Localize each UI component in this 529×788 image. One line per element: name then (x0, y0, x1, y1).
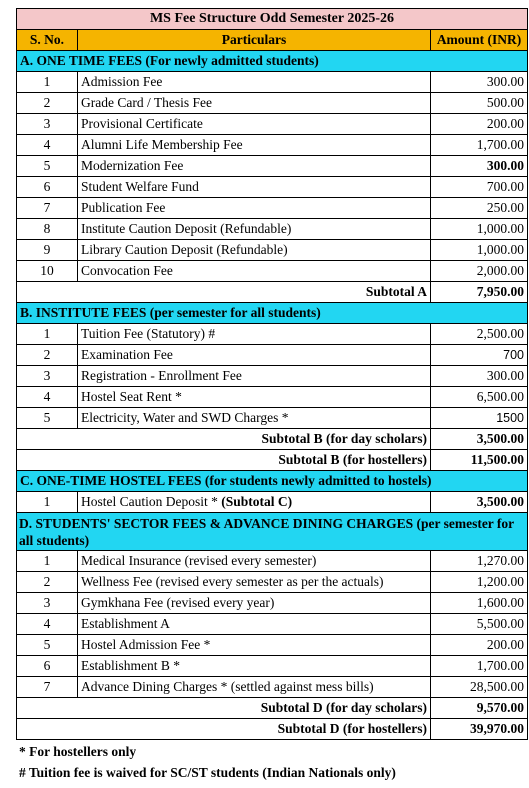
subtotal-a-label: Subtotal A (17, 282, 431, 303)
table-row (17, 345, 528, 366)
table-row (17, 93, 528, 114)
subtotal-row (17, 282, 528, 303)
table-row (17, 366, 528, 387)
row-sno: 3 (17, 366, 78, 387)
row-particular: Provisional Certificate (78, 114, 431, 135)
row-sno: 5 (17, 156, 78, 177)
subtotal-row (17, 719, 528, 740)
column-header-sno: S. No. (17, 30, 78, 51)
row-sno: 4 (17, 135, 78, 156)
subtotal-row (17, 429, 528, 450)
row-sno: 1 (17, 72, 78, 93)
table-row (17, 114, 528, 135)
subtotal-a-amount: 7,950.00 (431, 282, 528, 303)
row-sno: 4 (17, 387, 78, 408)
row-amount: 6,500.00 (431, 387, 528, 408)
subtotal-c-amount: 3,500.00 (431, 492, 528, 513)
row-particular: Electricity, Water and SWD Charges * (78, 408, 431, 429)
row-particular: Examination Fee (78, 345, 431, 366)
row-sno: 6 (17, 656, 78, 677)
table-row (17, 677, 528, 698)
row-sno: 9 (17, 240, 78, 261)
table-row (17, 240, 528, 261)
row-particular: Publication Fee (78, 198, 431, 219)
subtotal-b-day-amount: 3,500.00 (431, 429, 528, 450)
row-amount: 28,500.00 (431, 677, 528, 698)
row-particular: Advance Dining Charges * (settled against mess bills) (78, 677, 431, 698)
table-row (17, 551, 528, 572)
row-amount: 500.00 (431, 93, 528, 114)
row-amount: 1,270.00 (431, 551, 528, 572)
row-amount: 1,700.00 (431, 135, 528, 156)
row-amount: 2,000.00 (431, 261, 528, 282)
row-sno: 1 (17, 551, 78, 572)
row-sno: 2 (17, 345, 78, 366)
table-row (17, 635, 528, 656)
section-b-heading: B. INSTITUTE FEES (per semester for all students) (17, 303, 528, 324)
table-row (17, 156, 528, 177)
table-row (17, 198, 528, 219)
subtotal-b-day-label: Subtotal B (for day scholars) (17, 429, 431, 450)
subtotal-d-day-label: Subtotal D (for day scholars) (17, 698, 431, 719)
row-particular: Library Caution Deposit (Refundable) (78, 240, 431, 261)
row-particular-text: Hostel Caution Deposit * (81, 494, 222, 509)
table-row (17, 72, 528, 93)
table-row (17, 135, 528, 156)
table-row (17, 387, 528, 408)
row-sno: 7 (17, 677, 78, 698)
row-sno: 5 (17, 408, 78, 429)
row-amount: 300.00 (431, 72, 528, 93)
table-row (17, 492, 528, 513)
table-row (17, 572, 528, 593)
row-sno: 1 (17, 492, 78, 513)
row-particular: Medical Insurance (revised every semester) (78, 551, 431, 572)
row-amount: 300.00 (431, 156, 528, 177)
table-row (17, 177, 528, 198)
subtotal-row (17, 450, 528, 471)
row-particular: Student Welfare Fund (78, 177, 431, 198)
row-particular: Wellness Fee (revised every semester as per the actuals) (78, 572, 431, 593)
subtotal-d-day-amount: 9,570.00 (431, 698, 528, 719)
row-sno: 3 (17, 114, 78, 135)
row-particular: Establishment B * (78, 656, 431, 677)
subtotal-b-hostel-amount: 11,500.00 (431, 450, 528, 471)
table-title: MS Fee Structure Odd Semester 2025-26 (17, 9, 528, 30)
row-particular: Modernization Fee (78, 156, 431, 177)
subtotal-d-hostel-amount: 39,970.00 (431, 719, 528, 740)
table-row (17, 656, 528, 677)
row-amount: 250.00 (431, 198, 528, 219)
row-particular: Convocation Fee (78, 261, 431, 282)
table-row (17, 219, 528, 240)
row-amount: 1,200.00 (431, 572, 528, 593)
column-header-particulars: Particulars (78, 30, 431, 51)
row-sno: 2 (17, 572, 78, 593)
row-amount: 200.00 (431, 635, 528, 656)
column-header-amount: Amount (INR) (431, 30, 528, 51)
row-amount: 1,600.00 (431, 593, 528, 614)
row-amount: 700 (431, 345, 528, 366)
row-amount: 200.00 (431, 114, 528, 135)
row-amount: 300.00 (431, 366, 528, 387)
row-particular: Alumni Life Membership Fee (78, 135, 431, 156)
row-particular: Establishment A (78, 614, 431, 635)
row-amount: 1500 (431, 408, 528, 429)
row-sno: 1 (17, 324, 78, 345)
row-sno: 4 (17, 614, 78, 635)
row-particular: Institute Caution Deposit (Refundable) (78, 219, 431, 240)
row-particular: Registration - Enrollment Fee (78, 366, 431, 387)
footnote-tuition: # Tuition fee is waived for SC/ST students (Indian Nationals only) (19, 765, 396, 780)
row-particular: Tuition Fee (Statutory) # (78, 324, 431, 345)
row-sno: 3 (17, 593, 78, 614)
row-amount: 1,000.00 (431, 240, 528, 261)
row-particular (78, 492, 431, 513)
row-particular: Admission Fee (78, 72, 431, 93)
section-c-heading: C. ONE-TIME HOSTEL FEES (for students newly admitted to hostels) (17, 471, 528, 492)
row-sno: 2 (17, 93, 78, 114)
table-row (17, 261, 528, 282)
fee-structure-table (16, 8, 528, 740)
row-amount: 700.00 (431, 177, 528, 198)
subtotal-b-hostel-label: Subtotal B (for hostellers) (17, 450, 431, 471)
row-amount: 2,500.00 (431, 324, 528, 345)
row-amount: 1,000.00 (431, 219, 528, 240)
row-particular: Grade Card / Thesis Fee (78, 93, 431, 114)
section-d-heading: D. STUDENTS' SECTOR FEES & ADVANCE DINING CHARGES (per semester for all students) (17, 513, 528, 551)
table-row (17, 593, 528, 614)
row-particular: Hostel Admission Fee * (78, 635, 431, 656)
row-particular: Hostel Seat Rent * (78, 387, 431, 408)
table-row (17, 408, 528, 429)
table-row (17, 614, 528, 635)
subtotal-d-hostel-label: Subtotal D (for hostellers) (17, 719, 431, 740)
section-a-heading: A. ONE TIME FEES (For newly admitted students) (17, 51, 528, 72)
row-sno: 7 (17, 198, 78, 219)
row-particular: Gymkhana Fee (revised every year) (78, 593, 431, 614)
row-amount: 5,500.00 (431, 614, 528, 635)
row-sno: 5 (17, 635, 78, 656)
row-sno: 8 (17, 219, 78, 240)
subtotal-c-label: (Subtotal C) (221, 494, 293, 509)
subtotal-row (17, 698, 528, 719)
table-row (17, 324, 528, 345)
row-sno: 10 (17, 261, 78, 282)
footnote-hostellers: * For hostellers only (19, 744, 137, 759)
row-sno: 6 (17, 177, 78, 198)
row-amount: 1,700.00 (431, 656, 528, 677)
